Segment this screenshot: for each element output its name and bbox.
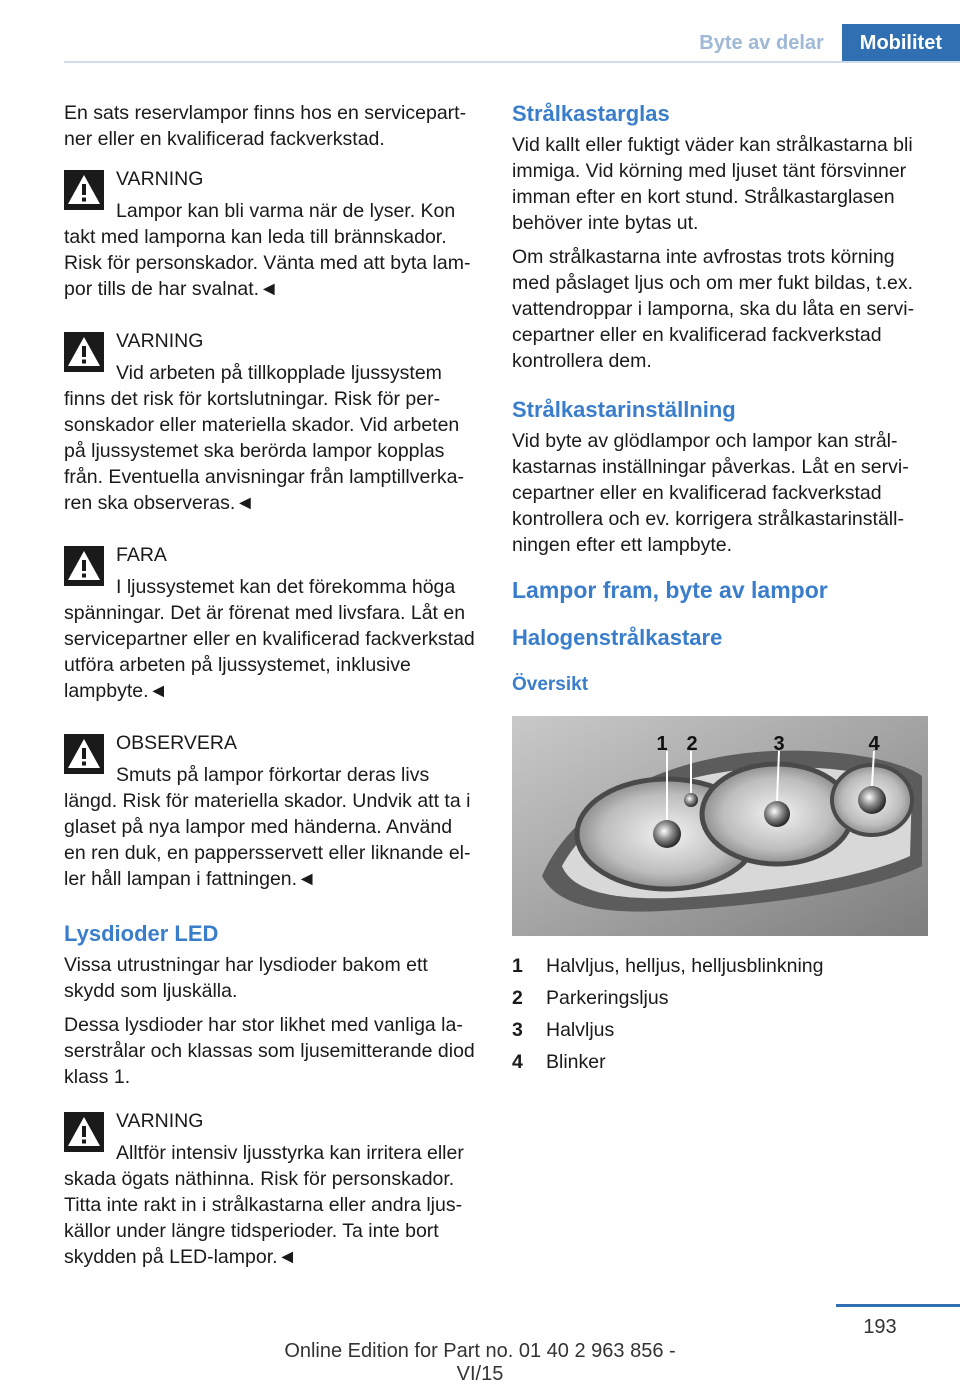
intro-paragraph: En sats reservlampor finns hos en servicepartner eller en kvalificerad fackverkstad. (64, 102, 467, 150)
warning-text: finns det risk för kortslutningar. Risk för personskador eller materiella skador. Vid arbeten på ljussystemet ska berörda lampor kopplas från. Eventuella anvisningar från lamptillverkaren ska observeras.◄ (64, 388, 464, 514)
callout-3: 3 (773, 733, 785, 755)
callout-legend (512, 950, 928, 1078)
warning-text-start: Lampor kan bli varma när de lyser. Kon (116, 200, 456, 222)
warning-title: VARNING (116, 168, 204, 190)
danger-text: spänningar. Det är förenat med livsfara. Låt en servicepartner eller en kvalificerad fackverkstad utföra arbeten på ljussystemet, inklusive lampbyte.◄ (64, 602, 475, 702)
legend-text: Parkeringsljus (546, 987, 669, 1009)
notice-text-start: Smuts på lampor förkortar deras livs (116, 764, 430, 786)
front-lamps-heading: Lampor fram, byte av lampor (512, 577, 828, 603)
warning-title: VARNING (116, 1110, 204, 1132)
legend-text: Halvljus (546, 1019, 615, 1041)
legend-item (512, 1046, 928, 1078)
warning-triangle-icon (64, 332, 104, 372)
led-warning-block (64, 1108, 477, 1270)
notice-text: längd. Risk för materiella skador. Undvik att ta i glaset på nya lampor med händerna. Använd en ren duk, en pappersservett eller liknande eller håll lampan i fattningen.◄ (64, 790, 471, 890)
warning-title: VARNING (116, 330, 204, 352)
footer-accent-line (836, 1304, 960, 1307)
headlight-illustration (512, 716, 928, 936)
tab-chapter[interactable]: Mobilitet (842, 24, 960, 62)
warning-text: takt med lamporna kan leda till brännskador. Risk för personskador. Vänta med att byta lampor tills de har svalnat.◄ (64, 226, 471, 300)
notice-block (64, 730, 477, 892)
callout-2: 2 (686, 733, 698, 755)
glass-heading: Strålkastarglas (512, 101, 670, 126)
callout-1: 1 (656, 733, 668, 755)
warning-block-2 (64, 328, 477, 516)
danger-text-start: I ljussystemet kan det förekomma höga (116, 576, 456, 598)
warning-text: skada ögats näthinna. Risk för personskador. Titta inte rakt in i strålkastarna eller andra ljuskällor under längre tidsperioder. Ta inte bort skydden på LED-lampor.◄ (64, 1168, 463, 1268)
warning-block-3 (64, 542, 477, 704)
right-column (512, 100, 928, 1078)
legend-item (512, 982, 928, 1014)
header-tabs (681, 24, 960, 62)
tab-section[interactable]: Byte av delar (681, 24, 842, 62)
legend-item (512, 1014, 928, 1046)
legend-item (512, 950, 928, 982)
glass-paragraph-2: Om strålkastarna inte avfrostas trots körning med påslaget ljus och om mer fukt bildas, t.ex. vattendroppar i lamporna, ska du låta en servicepartner eller en kvalificerad fackverkstad kontrollera dem. (512, 246, 915, 372)
halogen-heading: Halogenstrålkastare (512, 625, 723, 650)
legend-text: Blinker (546, 1051, 606, 1073)
page-number: 193 (863, 1316, 897, 1338)
warning-block-1 (64, 166, 477, 302)
glass-paragraph-1: Vid kallt eller fuktigt väder kan strålkastarna bli immiga. Vid körning med ljuset tänt försvinner imman efter en kort stund. Strålkastarglasen behöver inte bytas ut. (512, 134, 913, 234)
legend-number: 4 (512, 1051, 523, 1073)
legend-number: 1 (512, 955, 523, 977)
led-paragraph-1: Vissa utrustningar har lysdioder bakom ett skydd som ljuskälla. (64, 954, 428, 1002)
warning-text-start: Vid arbeten på tillkopplade ljussystem (116, 362, 442, 384)
headlight-photo (512, 716, 928, 936)
overview-heading: Översikt (512, 674, 589, 695)
warning-triangle-icon (64, 546, 104, 586)
led-paragraph-2: Dessa lysdioder har stor likhet med vanliga laserstrålar och klassas som ljusemitterande diod klass 1. (64, 1014, 475, 1088)
warning-text-start: Alltför intensiv ljusstyrka kan irritera eller (116, 1142, 464, 1164)
led-heading: Lysdioder LED (64, 921, 219, 946)
legend-number: 3 (512, 1019, 523, 1041)
adjust-heading: Strålkastarinställning (512, 397, 736, 422)
callout-4: 4 (868, 733, 880, 755)
adjust-paragraph: Vid byte av glödlampor och lampor kan strålkastarnas inställningar påverkas. Låt en servicepartner eller en kvalificerad fackverkstad kontrollera och ev. korrigera strålkastarinställningen efter ett lampbyte. (512, 430, 909, 556)
warning-triangle-icon (64, 1112, 104, 1152)
header-divider (64, 61, 960, 63)
warning-triangle-icon (64, 734, 104, 774)
warning-triangle-icon (64, 170, 104, 210)
danger-title: FARA (116, 544, 167, 566)
left-column (64, 100, 477, 1282)
notice-title: OBSERVERA (116, 732, 238, 754)
legend-text: Halvljus, helljus, helljusblinkning (546, 955, 824, 977)
footer-edition: Online Edition for Part no. 01 40 2 963 856 - VI/15 (284, 1340, 676, 1385)
legend-number: 2 (512, 987, 523, 1009)
